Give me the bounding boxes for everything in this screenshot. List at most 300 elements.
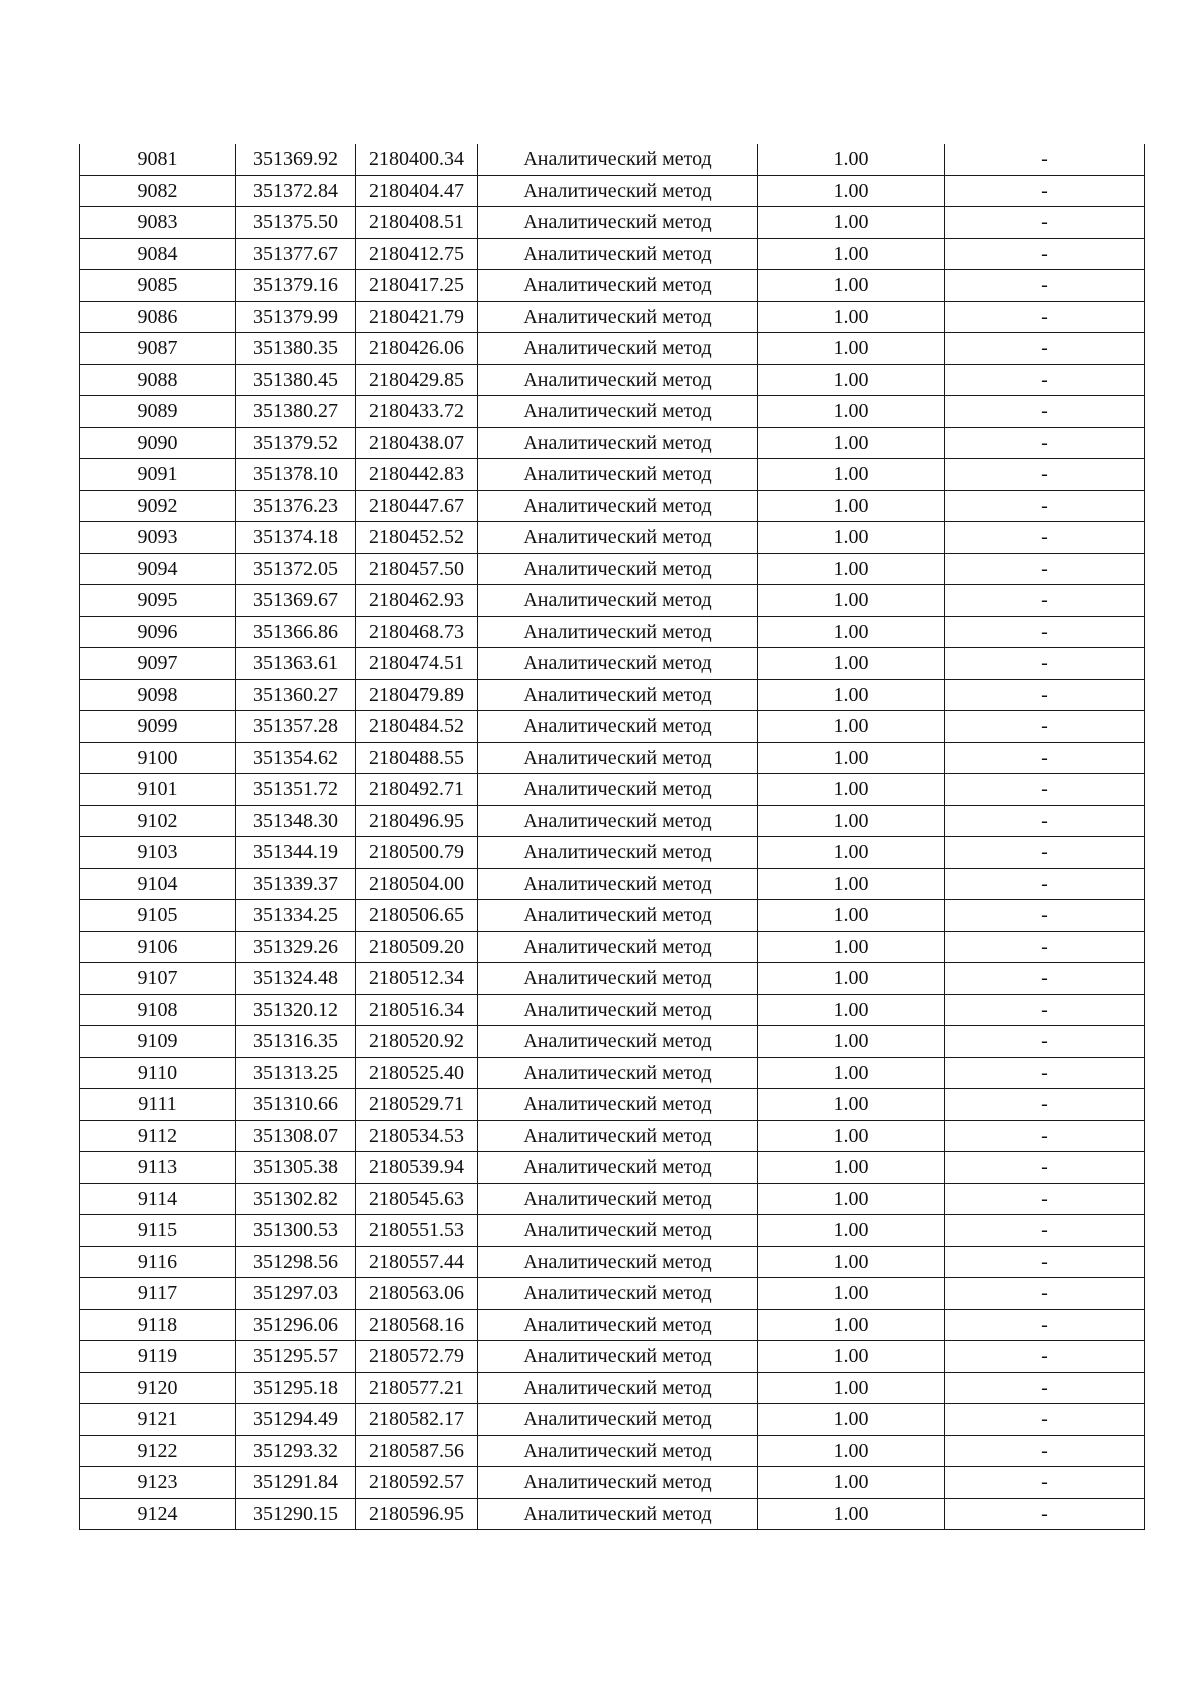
coordinates-table bbox=[79, 144, 1145, 1530]
accuracy-cell: 1.00 bbox=[758, 238, 945, 270]
description-cell: - bbox=[945, 1498, 1145, 1530]
description-cell: - bbox=[945, 553, 1145, 585]
description-cell: - bbox=[945, 238, 1145, 270]
point-number-cell: 9104 bbox=[80, 868, 236, 900]
point-number-cell: 9098 bbox=[80, 679, 236, 711]
point-number-cell: 9097 bbox=[80, 648, 236, 680]
point-number-cell: 9121 bbox=[80, 1404, 236, 1436]
method-cell: Аналитический метод bbox=[478, 1057, 758, 1089]
accuracy-cell: 1.00 bbox=[758, 1215, 945, 1247]
table-row bbox=[80, 1435, 1145, 1467]
point-number-cell: 9087 bbox=[80, 333, 236, 365]
x-coordinate-cell: 351360.27 bbox=[236, 679, 356, 711]
accuracy-cell: 1.00 bbox=[758, 1183, 945, 1215]
description-cell: - bbox=[945, 1341, 1145, 1373]
accuracy-cell: 1.00 bbox=[758, 301, 945, 333]
x-coordinate-cell: 351372.05 bbox=[236, 553, 356, 585]
method-cell: Аналитический метод bbox=[478, 1215, 758, 1247]
y-coordinate-cell: 2180506.65 bbox=[356, 900, 478, 932]
y-coordinate-cell: 2180557.44 bbox=[356, 1246, 478, 1278]
description-cell: - bbox=[945, 837, 1145, 869]
x-coordinate-cell: 351380.27 bbox=[236, 396, 356, 428]
table-row bbox=[80, 900, 1145, 932]
y-coordinate-cell: 2180433.72 bbox=[356, 396, 478, 428]
description-cell: - bbox=[945, 522, 1145, 554]
point-number-cell: 9099 bbox=[80, 711, 236, 743]
description-cell: - bbox=[945, 774, 1145, 806]
table-row bbox=[80, 1404, 1145, 1436]
point-number-cell: 9116 bbox=[80, 1246, 236, 1278]
y-coordinate-cell: 2180417.25 bbox=[356, 270, 478, 302]
description-cell: - bbox=[945, 1246, 1145, 1278]
point-number-cell: 9103 bbox=[80, 837, 236, 869]
y-coordinate-cell: 2180572.79 bbox=[356, 1341, 478, 1373]
method-cell: Аналитический метод bbox=[478, 931, 758, 963]
accuracy-cell: 1.00 bbox=[758, 805, 945, 837]
description-cell: - bbox=[945, 207, 1145, 239]
y-coordinate-cell: 2180426.06 bbox=[356, 333, 478, 365]
method-cell: Аналитический метод bbox=[478, 175, 758, 207]
table-row bbox=[80, 207, 1145, 239]
accuracy-cell: 1.00 bbox=[758, 1057, 945, 1089]
method-cell: Аналитический метод bbox=[478, 1089, 758, 1121]
description-cell: - bbox=[945, 270, 1145, 302]
x-coordinate-cell: 351375.50 bbox=[236, 207, 356, 239]
description-cell: - bbox=[945, 1152, 1145, 1184]
x-coordinate-cell: 351357.28 bbox=[236, 711, 356, 743]
method-cell: Аналитический метод bbox=[478, 837, 758, 869]
y-coordinate-cell: 2180551.53 bbox=[356, 1215, 478, 1247]
point-number-cell: 9113 bbox=[80, 1152, 236, 1184]
table-row bbox=[80, 427, 1145, 459]
method-cell: Аналитический метод bbox=[478, 711, 758, 743]
y-coordinate-cell: 2180512.34 bbox=[356, 963, 478, 995]
table-row bbox=[80, 1309, 1145, 1341]
table-row bbox=[80, 1467, 1145, 1499]
point-number-cell: 9102 bbox=[80, 805, 236, 837]
description-cell: - bbox=[945, 1372, 1145, 1404]
point-number-cell: 9085 bbox=[80, 270, 236, 302]
x-coordinate-cell: 351379.99 bbox=[236, 301, 356, 333]
x-coordinate-cell: 351300.53 bbox=[236, 1215, 356, 1247]
table-row bbox=[80, 270, 1145, 302]
accuracy-cell: 1.00 bbox=[758, 711, 945, 743]
accuracy-cell: 1.00 bbox=[758, 616, 945, 648]
accuracy-cell: 1.00 bbox=[758, 1498, 945, 1530]
table-row bbox=[80, 144, 1145, 175]
x-coordinate-cell: 351379.16 bbox=[236, 270, 356, 302]
y-coordinate-cell: 2180408.51 bbox=[356, 207, 478, 239]
accuracy-cell: 1.00 bbox=[758, 1246, 945, 1278]
description-cell: - bbox=[945, 742, 1145, 774]
method-cell: Аналитический метод bbox=[478, 364, 758, 396]
description-cell: - bbox=[945, 1057, 1145, 1089]
method-cell: Аналитический метод bbox=[478, 679, 758, 711]
x-coordinate-cell: 351291.84 bbox=[236, 1467, 356, 1499]
method-cell: Аналитический метод bbox=[478, 270, 758, 302]
method-cell: Аналитический метод bbox=[478, 207, 758, 239]
x-coordinate-cell: 351295.57 bbox=[236, 1341, 356, 1373]
accuracy-cell: 1.00 bbox=[758, 1089, 945, 1121]
point-number-cell: 9117 bbox=[80, 1278, 236, 1310]
y-coordinate-cell: 2180488.55 bbox=[356, 742, 478, 774]
y-coordinate-cell: 2180412.75 bbox=[356, 238, 478, 270]
y-coordinate-cell: 2180563.06 bbox=[356, 1278, 478, 1310]
description-cell: - bbox=[945, 301, 1145, 333]
accuracy-cell: 1.00 bbox=[758, 1467, 945, 1499]
x-coordinate-cell: 351351.72 bbox=[236, 774, 356, 806]
point-number-cell: 9091 bbox=[80, 459, 236, 491]
description-cell: - bbox=[945, 648, 1145, 680]
x-coordinate-cell: 351310.66 bbox=[236, 1089, 356, 1121]
table-row bbox=[80, 1215, 1145, 1247]
accuracy-cell: 1.00 bbox=[758, 1278, 945, 1310]
method-cell: Аналитический метод bbox=[478, 459, 758, 491]
accuracy-cell: 1.00 bbox=[758, 994, 945, 1026]
point-number-cell: 9094 bbox=[80, 553, 236, 585]
y-coordinate-cell: 2180500.79 bbox=[356, 837, 478, 869]
x-coordinate-cell: 351379.52 bbox=[236, 427, 356, 459]
table-row bbox=[80, 459, 1145, 491]
description-cell: - bbox=[945, 805, 1145, 837]
y-coordinate-cell: 2180421.79 bbox=[356, 301, 478, 333]
description-cell: - bbox=[945, 616, 1145, 648]
point-number-cell: 9082 bbox=[80, 175, 236, 207]
accuracy-cell: 1.00 bbox=[758, 868, 945, 900]
x-coordinate-cell: 351339.37 bbox=[236, 868, 356, 900]
accuracy-cell: 1.00 bbox=[758, 1372, 945, 1404]
accuracy-cell: 1.00 bbox=[758, 270, 945, 302]
x-coordinate-cell: 351366.86 bbox=[236, 616, 356, 648]
coordinates-table-body bbox=[80, 144, 1145, 1530]
method-cell: Аналитический метод bbox=[478, 144, 758, 175]
accuracy-cell: 1.00 bbox=[758, 648, 945, 680]
description-cell: - bbox=[945, 711, 1145, 743]
table-row bbox=[80, 963, 1145, 995]
description-cell: - bbox=[945, 868, 1145, 900]
description-cell: - bbox=[945, 175, 1145, 207]
point-number-cell: 9115 bbox=[80, 1215, 236, 1247]
description-cell: - bbox=[945, 585, 1145, 617]
point-number-cell: 9100 bbox=[80, 742, 236, 774]
table-row bbox=[80, 868, 1145, 900]
method-cell: Аналитический метод bbox=[478, 1498, 758, 1530]
y-coordinate-cell: 2180447.67 bbox=[356, 490, 478, 522]
description-cell: - bbox=[945, 931, 1145, 963]
point-number-cell: 9109 bbox=[80, 1026, 236, 1058]
description-cell: - bbox=[945, 963, 1145, 995]
table-row bbox=[80, 1026, 1145, 1058]
table-row bbox=[80, 1498, 1145, 1530]
table-row bbox=[80, 931, 1145, 963]
method-cell: Аналитический метод bbox=[478, 900, 758, 932]
point-number-cell: 9120 bbox=[80, 1372, 236, 1404]
description-cell: - bbox=[945, 900, 1145, 932]
method-cell: Аналитический метод bbox=[478, 1120, 758, 1152]
method-cell: Аналитический метод bbox=[478, 396, 758, 428]
description-cell: - bbox=[945, 994, 1145, 1026]
x-coordinate-cell: 351380.45 bbox=[236, 364, 356, 396]
point-number-cell: 9112 bbox=[80, 1120, 236, 1152]
point-number-cell: 9118 bbox=[80, 1309, 236, 1341]
y-coordinate-cell: 2180452.52 bbox=[356, 522, 478, 554]
x-coordinate-cell: 351293.32 bbox=[236, 1435, 356, 1467]
table-row bbox=[80, 1152, 1145, 1184]
method-cell: Аналитический метод bbox=[478, 1152, 758, 1184]
table-row bbox=[80, 364, 1145, 396]
accuracy-cell: 1.00 bbox=[758, 1435, 945, 1467]
point-number-cell: 9119 bbox=[80, 1341, 236, 1373]
y-coordinate-cell: 2180429.85 bbox=[356, 364, 478, 396]
description-cell: - bbox=[945, 1183, 1145, 1215]
description-cell: - bbox=[945, 427, 1145, 459]
y-coordinate-cell: 2180462.93 bbox=[356, 585, 478, 617]
y-coordinate-cell: 2180496.95 bbox=[356, 805, 478, 837]
accuracy-cell: 1.00 bbox=[758, 207, 945, 239]
y-coordinate-cell: 2180592.57 bbox=[356, 1467, 478, 1499]
description-cell: - bbox=[945, 1089, 1145, 1121]
x-coordinate-cell: 351296.06 bbox=[236, 1309, 356, 1341]
x-coordinate-cell: 351297.03 bbox=[236, 1278, 356, 1310]
y-coordinate-cell: 2180438.07 bbox=[356, 427, 478, 459]
point-number-cell: 9114 bbox=[80, 1183, 236, 1215]
accuracy-cell: 1.00 bbox=[758, 522, 945, 554]
y-coordinate-cell: 2180520.92 bbox=[356, 1026, 478, 1058]
method-cell: Аналитический метод bbox=[478, 585, 758, 617]
accuracy-cell: 1.00 bbox=[758, 931, 945, 963]
x-coordinate-cell: 351369.92 bbox=[236, 144, 356, 175]
method-cell: Аналитический метод bbox=[478, 333, 758, 365]
description-cell: - bbox=[945, 1309, 1145, 1341]
description-cell: - bbox=[945, 396, 1145, 428]
description-cell: - bbox=[945, 333, 1145, 365]
accuracy-cell: 1.00 bbox=[758, 774, 945, 806]
description-cell: - bbox=[945, 1215, 1145, 1247]
point-number-cell: 9081 bbox=[80, 144, 236, 175]
accuracy-cell: 1.00 bbox=[758, 1026, 945, 1058]
accuracy-cell: 1.00 bbox=[758, 459, 945, 491]
y-coordinate-cell: 2180442.83 bbox=[356, 459, 478, 491]
description-cell: - bbox=[945, 490, 1145, 522]
x-coordinate-cell: 351377.67 bbox=[236, 238, 356, 270]
point-number-cell: 9095 bbox=[80, 585, 236, 617]
x-coordinate-cell: 351380.35 bbox=[236, 333, 356, 365]
description-cell: - bbox=[945, 144, 1145, 175]
x-coordinate-cell: 351363.61 bbox=[236, 648, 356, 680]
method-cell: Аналитический метод bbox=[478, 1341, 758, 1373]
method-cell: Аналитический метод bbox=[478, 742, 758, 774]
description-cell: - bbox=[945, 1404, 1145, 1436]
method-cell: Аналитический метод bbox=[478, 805, 758, 837]
description-cell: - bbox=[945, 1467, 1145, 1499]
y-coordinate-cell: 2180577.21 bbox=[356, 1372, 478, 1404]
method-cell: Аналитический метод bbox=[478, 994, 758, 1026]
method-cell: Аналитический метод bbox=[478, 1278, 758, 1310]
x-coordinate-cell: 351369.67 bbox=[236, 585, 356, 617]
accuracy-cell: 1.00 bbox=[758, 1341, 945, 1373]
method-cell: Аналитический метод bbox=[478, 1404, 758, 1436]
point-number-cell: 9122 bbox=[80, 1435, 236, 1467]
accuracy-cell: 1.00 bbox=[758, 396, 945, 428]
method-cell: Аналитический метод bbox=[478, 1183, 758, 1215]
x-coordinate-cell: 351334.25 bbox=[236, 900, 356, 932]
accuracy-cell: 1.00 bbox=[758, 585, 945, 617]
table-row bbox=[80, 396, 1145, 428]
description-cell: - bbox=[945, 364, 1145, 396]
y-coordinate-cell: 2180404.47 bbox=[356, 175, 478, 207]
accuracy-cell: 1.00 bbox=[758, 1152, 945, 1184]
method-cell: Аналитический метод bbox=[478, 490, 758, 522]
table-row bbox=[80, 742, 1145, 774]
y-coordinate-cell: 2180529.71 bbox=[356, 1089, 478, 1121]
y-coordinate-cell: 2180539.94 bbox=[356, 1152, 478, 1184]
point-number-cell: 9110 bbox=[80, 1057, 236, 1089]
accuracy-cell: 1.00 bbox=[758, 553, 945, 585]
y-coordinate-cell: 2180504.00 bbox=[356, 868, 478, 900]
description-cell: - bbox=[945, 1120, 1145, 1152]
y-coordinate-cell: 2180582.17 bbox=[356, 1404, 478, 1436]
x-coordinate-cell: 351324.48 bbox=[236, 963, 356, 995]
method-cell: Аналитический метод bbox=[478, 1467, 758, 1499]
point-number-cell: 9108 bbox=[80, 994, 236, 1026]
y-coordinate-cell: 2180525.40 bbox=[356, 1057, 478, 1089]
table-row bbox=[80, 585, 1145, 617]
method-cell: Аналитический метод bbox=[478, 616, 758, 648]
point-number-cell: 9124 bbox=[80, 1498, 236, 1530]
point-number-cell: 9084 bbox=[80, 238, 236, 270]
table-row bbox=[80, 301, 1145, 333]
method-cell: Аналитический метод bbox=[478, 238, 758, 270]
x-coordinate-cell: 351354.62 bbox=[236, 742, 356, 774]
x-coordinate-cell: 351374.18 bbox=[236, 522, 356, 554]
accuracy-cell: 1.00 bbox=[758, 679, 945, 711]
point-number-cell: 9111 bbox=[80, 1089, 236, 1121]
accuracy-cell: 1.00 bbox=[758, 333, 945, 365]
point-number-cell: 9089 bbox=[80, 396, 236, 428]
x-coordinate-cell: 351378.10 bbox=[236, 459, 356, 491]
y-coordinate-cell: 2180568.16 bbox=[356, 1309, 478, 1341]
method-cell: Аналитический метод bbox=[478, 553, 758, 585]
method-cell: Аналитический метод bbox=[478, 963, 758, 995]
table-row bbox=[80, 522, 1145, 554]
x-coordinate-cell: 351298.56 bbox=[236, 1246, 356, 1278]
table-row bbox=[80, 1246, 1145, 1278]
point-number-cell: 9086 bbox=[80, 301, 236, 333]
description-cell: - bbox=[945, 679, 1145, 711]
description-cell: - bbox=[945, 1278, 1145, 1310]
point-number-cell: 9093 bbox=[80, 522, 236, 554]
table-row bbox=[80, 711, 1145, 743]
method-cell: Аналитический метод bbox=[478, 1026, 758, 1058]
point-number-cell: 9105 bbox=[80, 900, 236, 932]
x-coordinate-cell: 351316.35 bbox=[236, 1026, 356, 1058]
table-row bbox=[80, 1372, 1145, 1404]
table-row bbox=[80, 238, 1145, 270]
method-cell: Аналитический метод bbox=[478, 301, 758, 333]
table-row bbox=[80, 774, 1145, 806]
point-number-cell: 9088 bbox=[80, 364, 236, 396]
x-coordinate-cell: 351372.84 bbox=[236, 175, 356, 207]
accuracy-cell: 1.00 bbox=[758, 175, 945, 207]
table-row bbox=[80, 490, 1145, 522]
accuracy-cell: 1.00 bbox=[758, 900, 945, 932]
accuracy-cell: 1.00 bbox=[758, 1309, 945, 1341]
x-coordinate-cell: 351313.25 bbox=[236, 1057, 356, 1089]
table-row bbox=[80, 1120, 1145, 1152]
y-coordinate-cell: 2180457.50 bbox=[356, 553, 478, 585]
table-row bbox=[80, 994, 1145, 1026]
x-coordinate-cell: 351376.23 bbox=[236, 490, 356, 522]
y-coordinate-cell: 2180474.51 bbox=[356, 648, 478, 680]
table-row bbox=[80, 553, 1145, 585]
table-row bbox=[80, 837, 1145, 869]
point-number-cell: 9106 bbox=[80, 931, 236, 963]
table-row bbox=[80, 1183, 1145, 1215]
x-coordinate-cell: 351302.82 bbox=[236, 1183, 356, 1215]
accuracy-cell: 1.00 bbox=[758, 1120, 945, 1152]
x-coordinate-cell: 351290.15 bbox=[236, 1498, 356, 1530]
method-cell: Аналитический метод bbox=[478, 648, 758, 680]
description-cell: - bbox=[945, 459, 1145, 491]
table-row bbox=[80, 175, 1145, 207]
table-row bbox=[80, 679, 1145, 711]
x-coordinate-cell: 351320.12 bbox=[236, 994, 356, 1026]
y-coordinate-cell: 2180468.73 bbox=[356, 616, 478, 648]
method-cell: Аналитический метод bbox=[478, 1372, 758, 1404]
point-number-cell: 9083 bbox=[80, 207, 236, 239]
x-coordinate-cell: 351329.26 bbox=[236, 931, 356, 963]
x-coordinate-cell: 351305.38 bbox=[236, 1152, 356, 1184]
method-cell: Аналитический метод bbox=[478, 774, 758, 806]
y-coordinate-cell: 2180484.52 bbox=[356, 711, 478, 743]
accuracy-cell: 1.00 bbox=[758, 490, 945, 522]
table-row bbox=[80, 648, 1145, 680]
description-cell: - bbox=[945, 1435, 1145, 1467]
table-row bbox=[80, 333, 1145, 365]
accuracy-cell: 1.00 bbox=[758, 742, 945, 774]
y-coordinate-cell: 2180596.95 bbox=[356, 1498, 478, 1530]
method-cell: Аналитический метод bbox=[478, 1435, 758, 1467]
y-coordinate-cell: 2180492.71 bbox=[356, 774, 478, 806]
table-row bbox=[80, 1341, 1145, 1373]
y-coordinate-cell: 2180545.63 bbox=[356, 1183, 478, 1215]
method-cell: Аналитический метод bbox=[478, 522, 758, 554]
accuracy-cell: 1.00 bbox=[758, 144, 945, 175]
accuracy-cell: 1.00 bbox=[758, 963, 945, 995]
point-number-cell: 9123 bbox=[80, 1467, 236, 1499]
x-coordinate-cell: 351344.19 bbox=[236, 837, 356, 869]
accuracy-cell: 1.00 bbox=[758, 837, 945, 869]
table-row bbox=[80, 1057, 1145, 1089]
x-coordinate-cell: 351308.07 bbox=[236, 1120, 356, 1152]
accuracy-cell: 1.00 bbox=[758, 1404, 945, 1436]
point-number-cell: 9101 bbox=[80, 774, 236, 806]
point-number-cell: 9092 bbox=[80, 490, 236, 522]
table-row bbox=[80, 616, 1145, 648]
y-coordinate-cell: 2180479.89 bbox=[356, 679, 478, 711]
y-coordinate-cell: 2180587.56 bbox=[356, 1435, 478, 1467]
point-number-cell: 9096 bbox=[80, 616, 236, 648]
y-coordinate-cell: 2180400.34 bbox=[356, 144, 478, 175]
x-coordinate-cell: 351348.30 bbox=[236, 805, 356, 837]
method-cell: Аналитический метод bbox=[478, 1246, 758, 1278]
y-coordinate-cell: 2180509.20 bbox=[356, 931, 478, 963]
description-cell: - bbox=[945, 1026, 1145, 1058]
table-row bbox=[80, 805, 1145, 837]
x-coordinate-cell: 351294.49 bbox=[236, 1404, 356, 1436]
table-row bbox=[80, 1089, 1145, 1121]
y-coordinate-cell: 2180534.53 bbox=[356, 1120, 478, 1152]
